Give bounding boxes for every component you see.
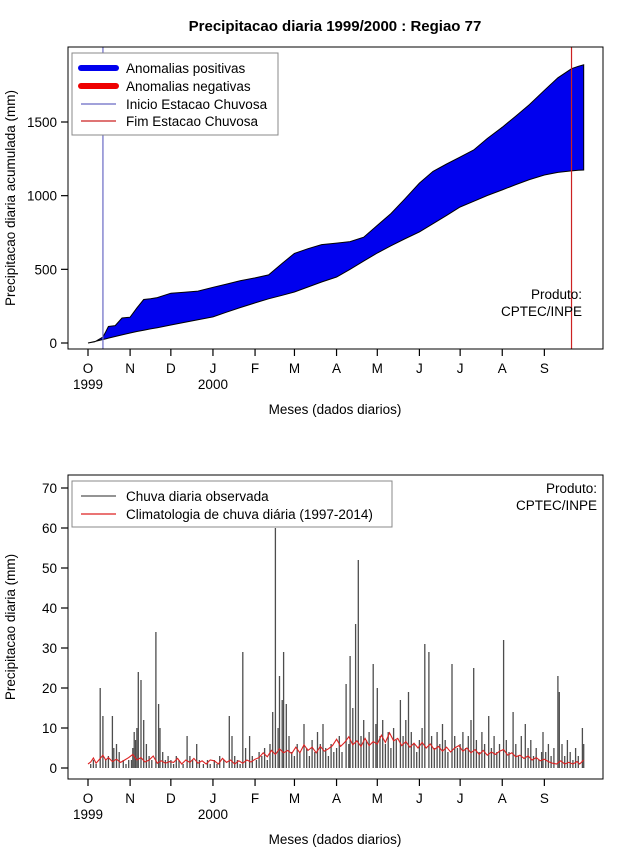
month-tick-label: J	[416, 791, 423, 806]
y-tick-label: 1500	[26, 115, 57, 130]
month-tick-label: J	[209, 361, 217, 376]
month-tick-label: A	[332, 361, 342, 376]
month-tick-label: M	[371, 791, 383, 806]
produto-label-line1: Produto:	[545, 481, 597, 496]
y-tick-label: 10	[41, 721, 57, 736]
month-tick-label: N	[125, 361, 135, 376]
month-tick-label: J	[416, 361, 423, 376]
y-axis-title: Precipitacao diaria (mm)	[3, 553, 18, 701]
legend-label-anomalias-positivas: Anomalias positivas	[126, 61, 246, 76]
y-tick-label: 20	[41, 681, 57, 696]
month-tick-label: M	[288, 791, 301, 806]
y-tick-label: 60	[41, 521, 57, 536]
month-tick-label: O	[82, 361, 94, 376]
year-label: 2000	[197, 807, 228, 822]
produto-label-line2: CPTEC/INPE	[500, 304, 582, 319]
month-tick-label: J	[209, 791, 217, 806]
y-tick-label: 70	[41, 481, 57, 496]
accumulated-precip-chart	[3, 18, 603, 417]
legend-label-chuva-observada: Chuva diaria observada	[126, 489, 269, 504]
month-tick-label: A	[497, 791, 507, 806]
daily-bars-area	[42, 481, 584, 822]
y-tick-label: 30	[41, 641, 57, 656]
month-tick-label: J	[456, 361, 464, 376]
x-axis-title: Meses (dados diarios)	[268, 832, 402, 847]
month-tick-label: D	[165, 791, 176, 806]
legend-label-climatologia: Climatologia de chuva diária (1997-2014)	[126, 507, 373, 522]
y-tick-label: 500	[34, 262, 57, 278]
year-label: 1999	[72, 807, 104, 822]
legend-label-anomalias-negativas: Anomalias negativas	[126, 79, 251, 94]
year-label: 1999	[72, 377, 104, 392]
daily-precip-chart	[3, 475, 603, 847]
legend-label-inicio-estacao: Inicio Estacao Chuvosa	[126, 97, 268, 112]
month-tick-label: N	[125, 791, 135, 806]
month-tick-label: D	[165, 361, 176, 376]
month-tick-label: S	[539, 361, 549, 376]
y-axis-title: Precipitacao diaria acumulada (mm)	[3, 89, 18, 307]
month-tick-label: A	[497, 361, 507, 376]
y-tick-label: 50	[41, 561, 57, 576]
y-tick-label: 0	[49, 336, 57, 351]
month-tick-label: O	[82, 791, 94, 806]
month-tick-label: A	[332, 791, 342, 806]
month-tick-label: S	[539, 791, 549, 806]
year-label: 2000	[197, 377, 228, 392]
produto-label-line1: Produto:	[530, 287, 582, 302]
chart-title: Precipitacao diaria 1999/2000 : Regiao 77	[188, 18, 482, 35]
legend	[72, 53, 278, 135]
month-tick-label: M	[371, 361, 383, 376]
month-tick-label: J	[456, 791, 464, 806]
month-tick-label: F	[250, 791, 260, 806]
month-tick-label: F	[250, 361, 260, 376]
y-tick-label: 0	[49, 761, 57, 776]
legend	[72, 481, 392, 527]
produto-label-line2: CPTEC/INPE	[515, 498, 597, 513]
x-axis-title: Meses (dados diarios)	[268, 402, 402, 417]
legend-label-fim-estacao: Fim Estacao Chuvosa	[126, 114, 259, 129]
y-tick-label: 40	[41, 601, 57, 616]
y-tick-label: 1000	[26, 188, 57, 204]
month-tick-label: M	[288, 361, 301, 376]
